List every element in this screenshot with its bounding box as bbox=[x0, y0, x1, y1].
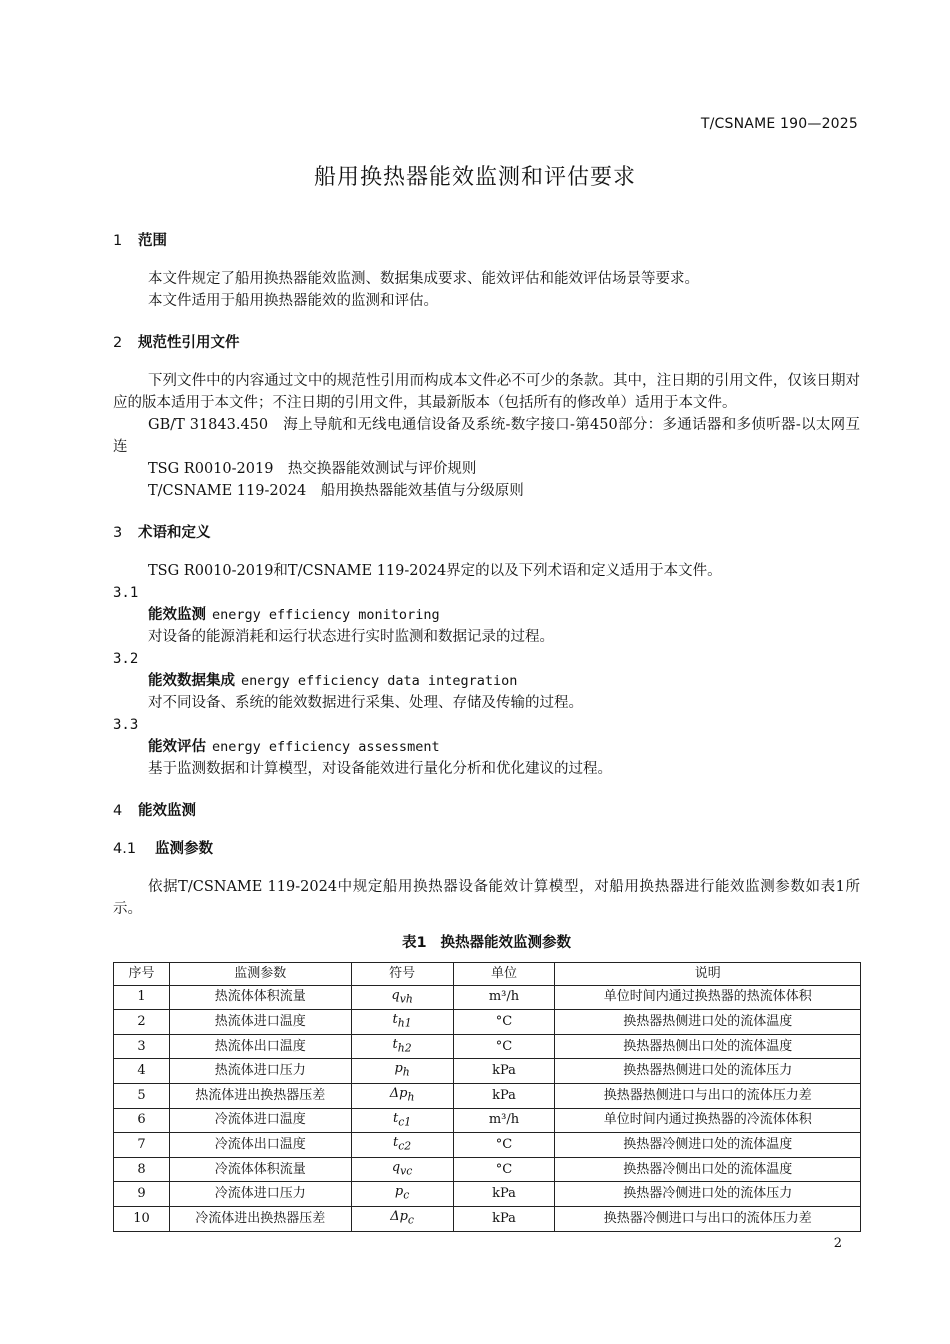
cell-description: 换热器冷侧进口处的流体温度 bbox=[555, 1133, 861, 1158]
table-row bbox=[114, 1083, 861, 1108]
term-title: 能效评估 energy efficiency assessment bbox=[148, 739, 440, 755]
cell-index: 2 bbox=[114, 1010, 170, 1035]
cell-description: 换热器热侧进口处的流体压力 bbox=[555, 1059, 861, 1084]
cell-description: 换热器冷侧进口处的流体压力 bbox=[555, 1182, 861, 1207]
cell-symbol: $p_h$ bbox=[351, 1059, 453, 1084]
table-body bbox=[114, 985, 861, 1231]
table-caption: 表1 换热器能效监测参数 bbox=[401, 935, 572, 951]
cell-index: 1 bbox=[114, 985, 170, 1010]
term-number: 3.2 bbox=[113, 651, 139, 667]
table-row bbox=[114, 1059, 861, 1084]
standard-number: T/CSNAME 190—2025 bbox=[700, 116, 858, 132]
section-heading-2: 2 规范性引用文件 bbox=[113, 335, 240, 351]
term-definition: 对设备的能源消耗和运行状态进行实时监测和数据记录的过程。 bbox=[148, 629, 554, 645]
cell-index: 7 bbox=[114, 1133, 170, 1158]
table-row bbox=[114, 1182, 861, 1207]
paragraph: 本文件适用于船用换热器能效的监测和评估。 bbox=[148, 293, 438, 309]
table-row bbox=[114, 1133, 861, 1158]
cell-symbol: $q_{vc}$ bbox=[351, 1157, 453, 1182]
cell-parameter: 热流体体积流量 bbox=[169, 985, 351, 1010]
cell-parameter: 冷流体体积流量 bbox=[169, 1157, 351, 1182]
cell-parameter: 冷流体进口温度 bbox=[169, 1108, 351, 1133]
table-row bbox=[114, 1108, 861, 1133]
table-row bbox=[114, 1157, 861, 1182]
column-header: 单位 bbox=[453, 963, 555, 986]
cell-symbol: $t_{h2}$ bbox=[351, 1034, 453, 1059]
cell-parameter: 热流体进口温度 bbox=[169, 1010, 351, 1035]
term-title: 能效监测 energy efficiency monitoring bbox=[148, 607, 440, 623]
cell-description: 单位时间内通过换热器的冷流体体积 bbox=[555, 1108, 861, 1133]
cell-symbol: $t_{c2}$ bbox=[351, 1133, 453, 1158]
cell-index: 6 bbox=[114, 1108, 170, 1133]
cell-index: 10 bbox=[114, 1206, 170, 1231]
cell-description: 换热器热侧出口处的流体温度 bbox=[555, 1034, 861, 1059]
subsection-heading-4-1: 4.1 监测参数 bbox=[113, 841, 213, 857]
cell-description: 换热器冷侧进口与出口的流体压力差 bbox=[555, 1206, 861, 1231]
cell-index: 5 bbox=[114, 1083, 170, 1108]
cell-symbol: $q_{vh}$ bbox=[351, 985, 453, 1010]
cell-symbol: $t_{c1}$ bbox=[351, 1108, 453, 1133]
section-heading-1: 1 范围 bbox=[113, 233, 167, 249]
monitoring-parameters-table bbox=[113, 962, 861, 1232]
cell-unit: m³/h bbox=[453, 1108, 555, 1133]
table-row bbox=[114, 1206, 861, 1231]
cell-symbol: $t_{h1}$ bbox=[351, 1010, 453, 1035]
cell-index: 4 bbox=[114, 1059, 170, 1084]
cell-unit: °C bbox=[453, 1157, 555, 1182]
column-header: 序号 bbox=[114, 963, 170, 986]
cell-index: 8 bbox=[114, 1157, 170, 1182]
cell-parameter: 热流体出口温度 bbox=[169, 1034, 351, 1059]
reference-item: GB/T 31843.450 海上导航和无线电通信设备及系统-数字接口-第450部分：多通话器和多侦听器-以太网互连 bbox=[113, 417, 860, 455]
page-number: 2 bbox=[833, 1236, 842, 1251]
paragraph: TSG R0010-2019和T/CSNAME 119-2024界定的以及下列术语和定义适用于本文件。 bbox=[148, 563, 722, 579]
cell-description: 换热器冷侧出口处的流体温度 bbox=[555, 1157, 861, 1182]
cell-parameter: 冷流体进口压力 bbox=[169, 1182, 351, 1207]
term-definition: 基于监测数据和计算模型，对设备能效进行量化分析和优化建议的过程。 bbox=[148, 761, 612, 777]
column-header: 监测参数 bbox=[169, 963, 351, 986]
cell-parameter: 冷流体进出换热器压差 bbox=[169, 1206, 351, 1231]
paragraph: 下列文件中的内容通过文中的规范性引用而构成本文件必不可少的条款。其中，注日期的引用文件，仅该日期对应的版本适用于本文件；不注日期的引用文件，其最新版本（包括所有的修改单）适用于本文件。 bbox=[113, 373, 860, 411]
paragraph: 本文件规定了船用换热器能效监测、数据集成要求、能效评估和能效评估场景等要求。 bbox=[148, 271, 699, 287]
term-definition: 对不同设备、系统的能效数据进行采集、处理、存储及传输的过程。 bbox=[148, 695, 583, 711]
column-header: 符号 bbox=[351, 963, 453, 986]
reference-item: T/CSNAME 119-2024 船用换热器能效基值与分级原则 bbox=[148, 483, 524, 499]
cell-unit: m³/h bbox=[453, 985, 555, 1010]
term-number: 3.1 bbox=[113, 585, 139, 601]
document-body bbox=[113, 230, 860, 1232]
cell-unit: °C bbox=[453, 1034, 555, 1059]
cell-symbol: $\Delta p_h$ bbox=[351, 1083, 453, 1108]
paragraph: 依据T/CSNAME 119-2024中规定船用换热器设备能效计算模型，对船用换热器进行能效监测参数如表1所示。 bbox=[113, 879, 860, 917]
cell-parameter: 冷流体出口温度 bbox=[169, 1133, 351, 1158]
cell-parameter: 热流体进口压力 bbox=[169, 1059, 351, 1084]
cell-description: 单位时间内通过换热器的热流体体积 bbox=[555, 985, 861, 1010]
cell-symbol: $p_c$ bbox=[351, 1182, 453, 1207]
term-title: 能效数据集成 energy efficiency data integration bbox=[148, 673, 518, 689]
cell-description: 换热器热侧进口处的流体温度 bbox=[555, 1010, 861, 1035]
term-number: 3.3 bbox=[113, 717, 139, 733]
section-heading-3: 3 术语和定义 bbox=[113, 525, 211, 541]
cell-description: 换热器热侧进口与出口的流体压力差 bbox=[555, 1083, 861, 1108]
cell-index: 3 bbox=[114, 1034, 170, 1059]
table-row bbox=[114, 985, 861, 1010]
section-heading-4: 4 能效监测 bbox=[113, 803, 196, 819]
cell-unit: kPa bbox=[453, 1182, 555, 1207]
document-title: 船用换热器能效监测和评估要求 bbox=[313, 165, 636, 190]
cell-index: 9 bbox=[114, 1182, 170, 1207]
cell-unit: °C bbox=[453, 1133, 555, 1158]
table-header-row bbox=[114, 963, 861, 986]
cell-unit: kPa bbox=[453, 1059, 555, 1084]
cell-unit: kPa bbox=[453, 1206, 555, 1231]
table-row bbox=[114, 1010, 861, 1035]
cell-unit: °C bbox=[453, 1010, 555, 1035]
cell-unit: kPa bbox=[453, 1083, 555, 1108]
column-header: 说明 bbox=[555, 963, 861, 986]
reference-item: TSG R0010-2019 热交换器能效测试与评价规则 bbox=[148, 461, 477, 477]
cell-symbol: $\Delta p_c$ bbox=[351, 1206, 453, 1231]
cell-parameter: 热流体进出换热器压差 bbox=[169, 1083, 351, 1108]
table-row bbox=[114, 1034, 861, 1059]
